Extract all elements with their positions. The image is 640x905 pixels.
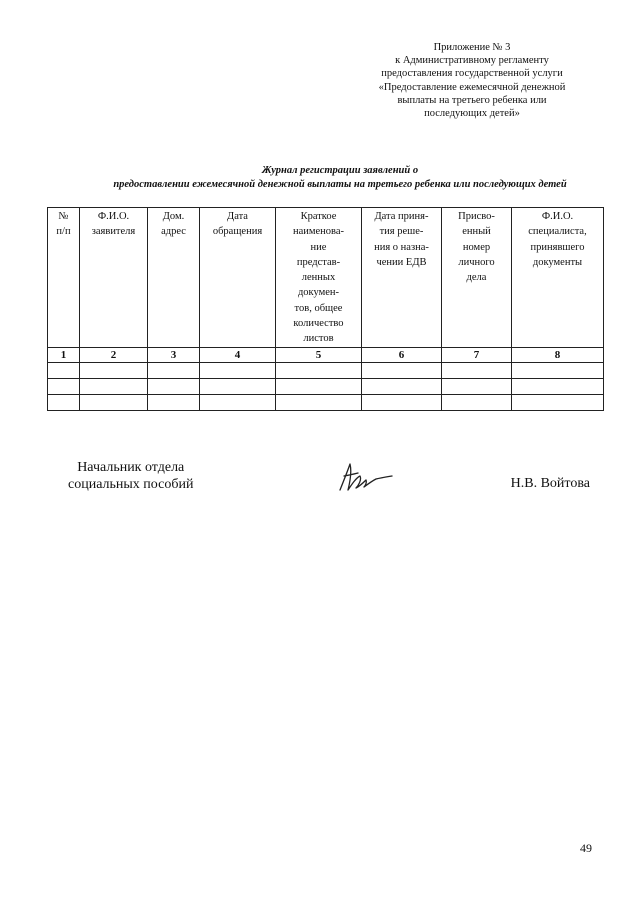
header-cell-file-number [442,208,512,348]
table-cell [512,394,604,410]
column-number-row [48,347,604,362]
appendix-line: Приложение № 3 [433,42,511,53]
registration-journal-table [47,207,604,411]
appendix-line: «Предоставление ежемесячной денежной [378,81,566,93]
column-number: 5 [276,347,362,362]
table-cell [362,394,442,410]
column-number: 8 [512,347,604,362]
table-cell [276,378,362,394]
appendix-line: последующих детей» [424,108,520,120]
position-line1: Начальник отдела [77,460,185,475]
table-cell [442,362,512,378]
table-row [48,394,604,410]
signature-icon [334,460,394,494]
table-cell [512,378,604,394]
header-cell-applicant-name [80,208,148,348]
table-header-row [48,208,604,348]
journal-title [40,164,640,192]
table-cell [48,378,80,394]
header-cell-request-date [200,208,276,348]
header-text: Дом. адрес [161,211,186,238]
column-number: 6 [362,347,442,362]
header-text: № п/п [56,211,71,238]
header-cell-home-address [148,208,200,348]
table-cell [200,362,276,378]
handwritten-signature [334,460,394,499]
appendix-line: к Административному регламенту [395,55,549,67]
table-cell [442,394,512,410]
appendix-line: выплаты на третьего ребенка или [397,94,547,106]
header-text: Краткое наименова- ние представ- ленных докумен- тов, общее количество листов [292,211,345,345]
header-cell-decision-date [362,208,442,348]
table-cell [512,362,604,378]
table-cell [276,362,362,378]
header-text: Присво- енный номер личного дела [458,211,495,284]
journal-title-line2: предоставлении ежемесячной денежной выплаты на третьего ребенка или последующих детей [113,179,567,190]
journal-title-line1: Журнал регистрации заявлений о [261,165,419,176]
table-cell [200,394,276,410]
table-cell [442,378,512,394]
position-line2: социальных пособий [68,477,194,492]
page-number: 49 [580,841,592,855]
column-number: 1 [48,347,80,362]
table-cell [148,378,200,394]
table-cell [80,378,148,394]
table-cell [362,362,442,378]
header-text: Дата обращения [212,211,263,238]
header-text: Ф.И.О. заявителя [91,211,136,238]
column-number: 2 [80,347,148,362]
table-cell [148,394,200,410]
signatory-name: Н.В. Войтова [510,476,590,491]
table-cell [362,378,442,394]
header-text: Дата приня- тия реше- ния о назна- чении ЕДВ [374,211,429,268]
table-row [48,378,604,394]
appendix-line: предоставления государственной услуги [381,68,563,80]
table-cell [276,394,362,410]
header-cell-row-number [48,208,80,348]
table-cell [48,362,80,378]
table-row [48,362,604,378]
table-cell [148,362,200,378]
table-cell [200,378,276,394]
header-cell-documents [276,208,362,348]
table-cell [80,362,148,378]
table-cell [80,394,148,410]
column-number: 7 [442,347,512,362]
signatory-position [68,459,193,493]
appendix-note [352,41,592,120]
header-cell-specialist [512,208,604,348]
header-text: Ф.И.О. специалиста, принявшего документы [528,211,587,268]
column-number: 3 [148,347,200,362]
column-number: 4 [200,347,276,362]
table-cell [48,394,80,410]
